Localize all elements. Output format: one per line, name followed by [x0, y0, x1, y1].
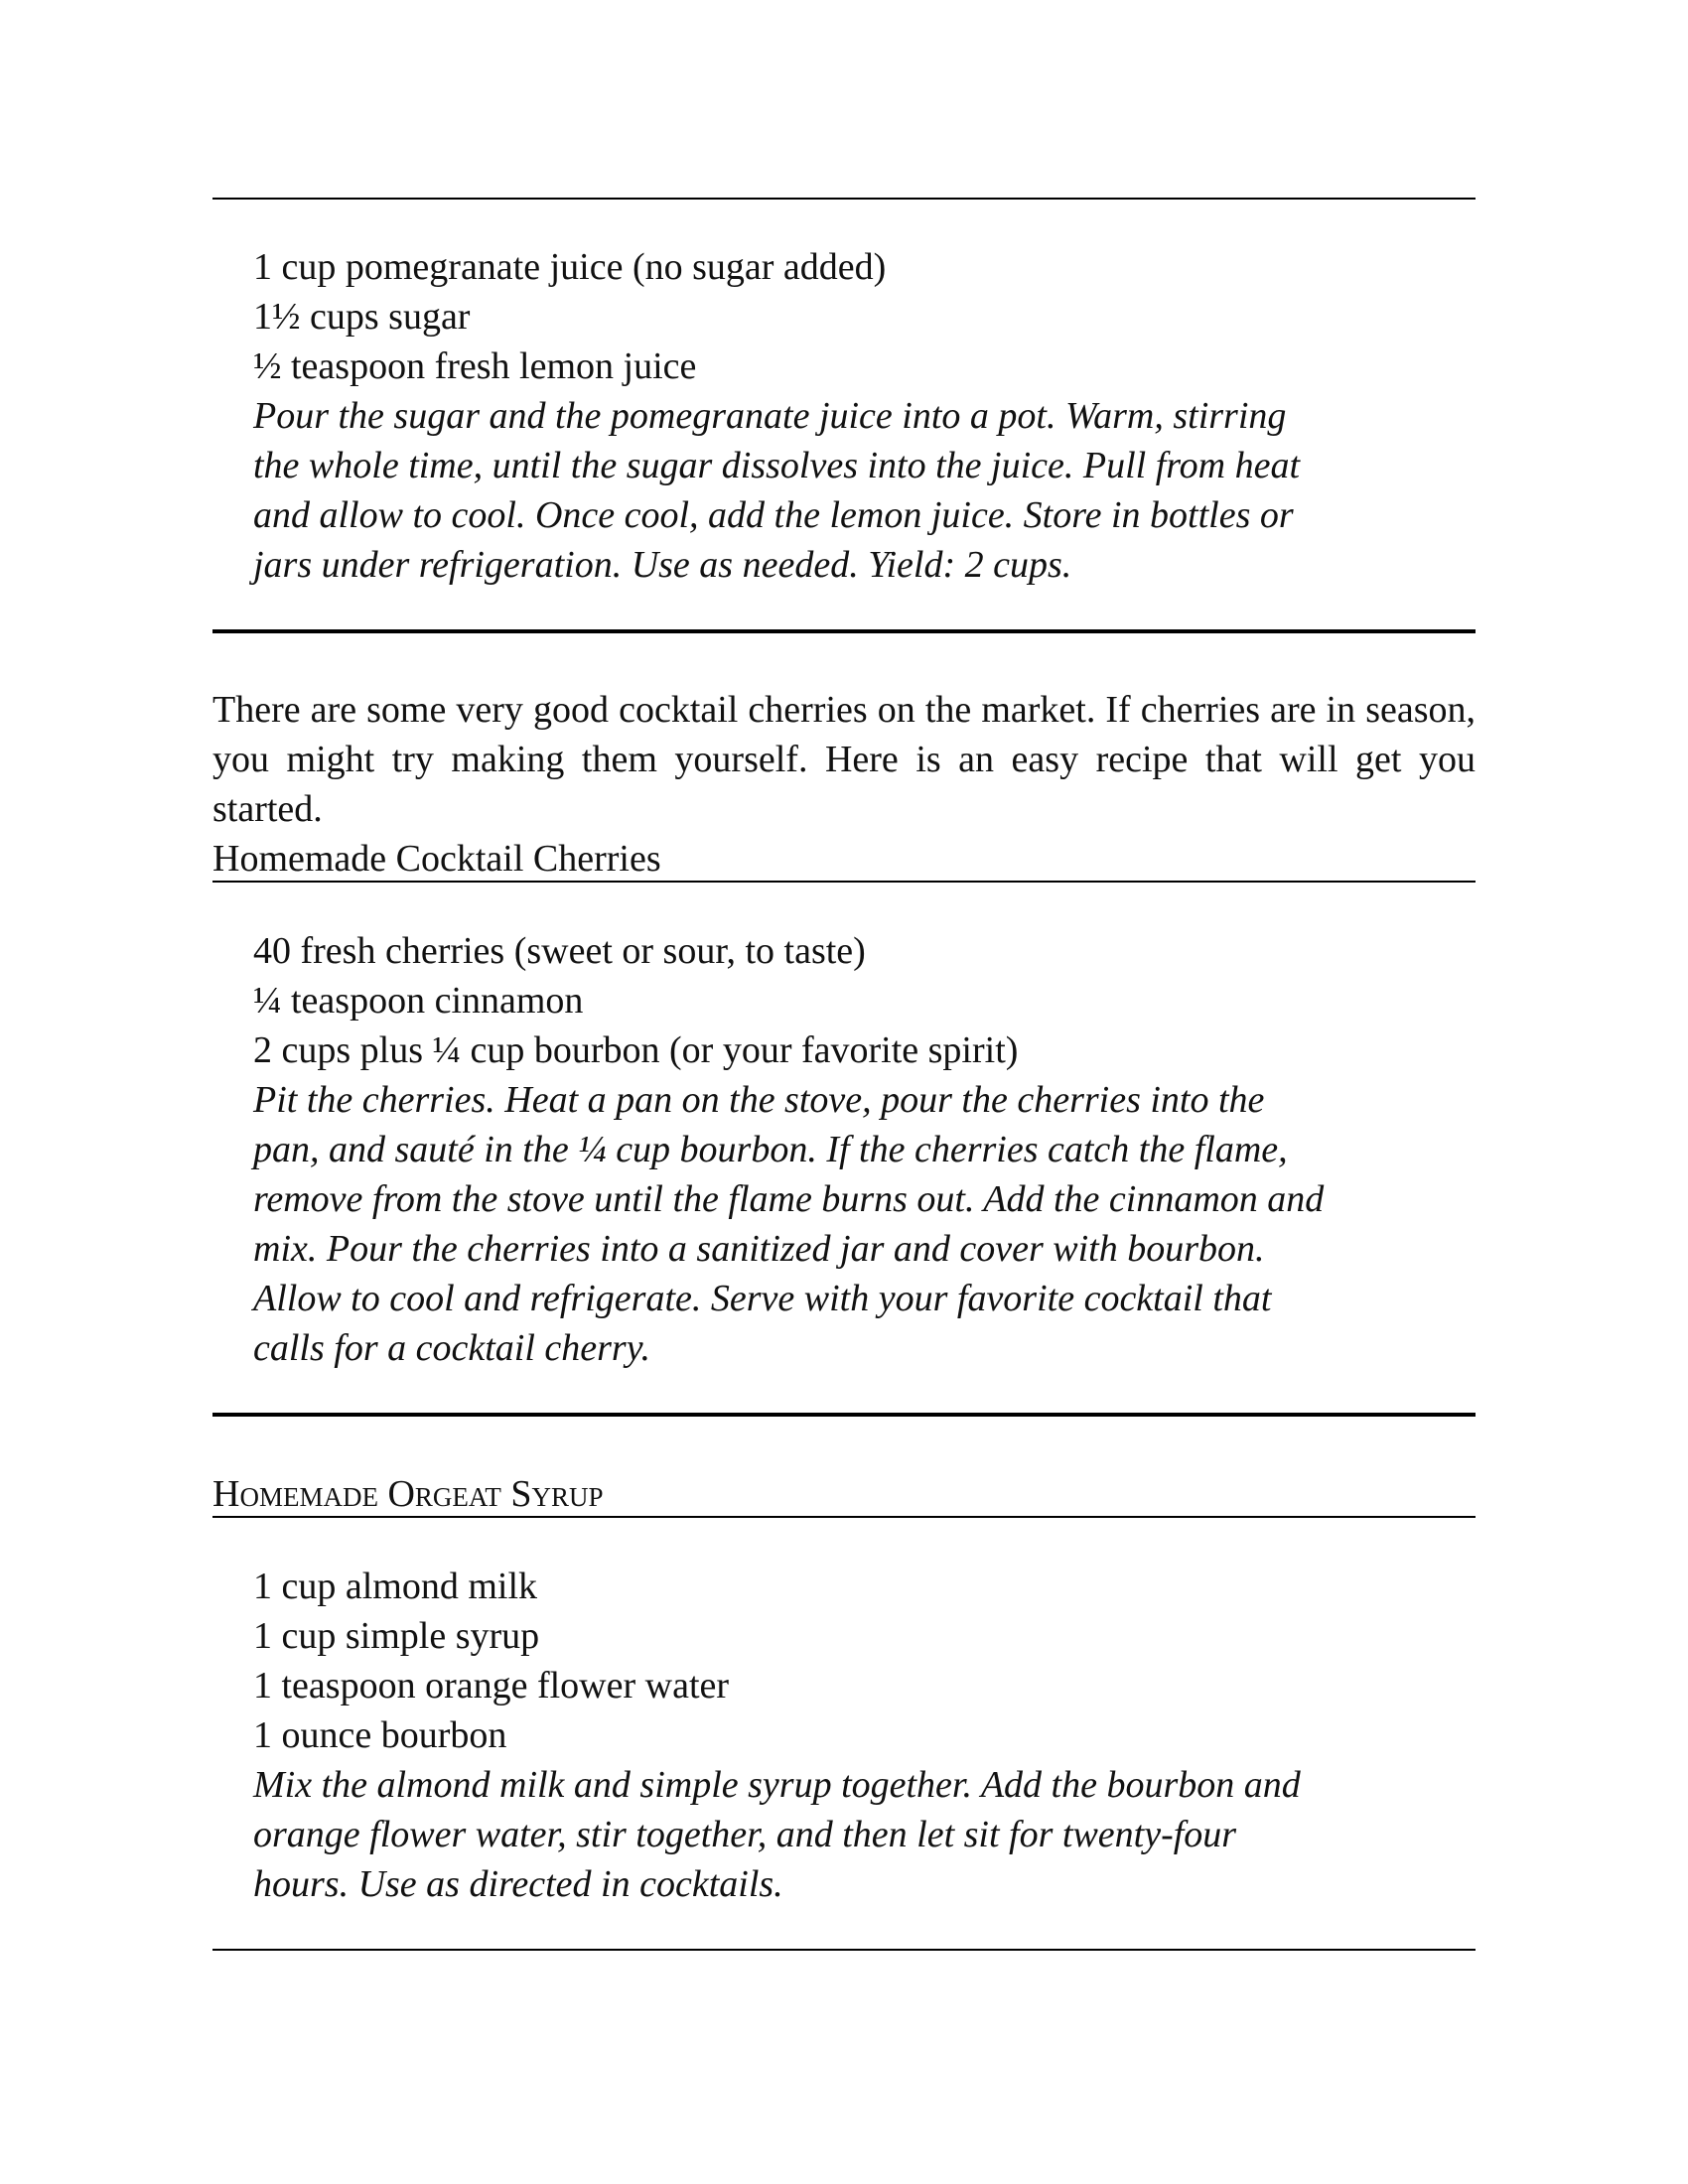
- grenadine-recipe: [253, 242, 1445, 590]
- intro-paragraph: There are some very good cocktail cherries on the market. If cherries are in season, you might try making them yourself. Here is an easy recipe that will get you started.: [212, 689, 1476, 830]
- orgeat-recipe: [253, 1562, 1445, 1909]
- ingredient-line: 2 cups plus ¼ cup bourbon (or your favorite spirit): [253, 1029, 1019, 1071]
- ingredient-line: 1 cup almond milk: [253, 1566, 538, 1607]
- ingredient-line: 1 cup simple syrup: [253, 1615, 540, 1657]
- instruction-line: Mix the almond milk and simple syrup together. Add the bourbon and: [253, 1764, 1301, 1806]
- instruction-line: remove from the stove until the flame burns out. Add the cinnamon and: [253, 1178, 1325, 1220]
- ingredient-line: ½ teaspoon fresh lemon juice: [253, 345, 697, 387]
- cherries-recipe: [253, 926, 1445, 1373]
- ingredient-line: 1 teaspoon orange flower water: [253, 1665, 730, 1706]
- instruction-line: pan, and sauté in the ¼ cup bourbon. If the cherries catch the flame,: [253, 1129, 1288, 1170]
- orgeat-title: Homemade Orgeat Syrup: [212, 1473, 604, 1515]
- section-bottom-rule: [212, 1949, 1476, 1951]
- instruction-line: jars under refrigeration. Use as needed. Yield: 2 cups.: [253, 544, 1072, 586]
- section-top-rule: [212, 198, 1476, 200]
- ingredient-line: 1 cup pomegranate juice (no sugar added): [253, 246, 887, 288]
- instruction-line: hours. Use as directed in cocktails.: [253, 1863, 783, 1905]
- instruction-line: calls for a cocktail cherry.: [253, 1327, 650, 1369]
- section-top-rule: [212, 1516, 1476, 1518]
- instruction-line: Allow to cool and refrigerate. Serve with your favorite cocktail that: [253, 1278, 1272, 1319]
- instruction-line: Pour the sugar and the pomegranate juice into a pot. Warm, stirring: [253, 395, 1287, 437]
- section-top-rule: [212, 881, 1476, 883]
- ingredient-line: 1 ounce bourbon: [253, 1714, 507, 1756]
- instruction-line: the whole time, until the sugar dissolves into the juice. Pull from heat: [253, 445, 1301, 486]
- ingredient-line: 1½ cups sugar: [253, 296, 471, 338]
- section-bottom-rule: [212, 629, 1476, 633]
- instruction-line: mix. Pour the cherries into a sanitized jar and cover with bourbon.: [253, 1228, 1265, 1270]
- ingredient-line: 40 fresh cherries (sweet or sour, to taste): [253, 930, 866, 972]
- cherries-title: Homemade Cocktail Cherries: [212, 838, 661, 880]
- instruction-line: Pit the cherries. Heat a pan on the stove, pour the cherries into the: [253, 1079, 1265, 1121]
- ingredient-line: ¼ teaspoon cinnamon: [253, 980, 584, 1022]
- section-bottom-rule: [212, 1413, 1476, 1417]
- instruction-line: orange flower water, stir together, and then let sit for twenty-four: [253, 1814, 1237, 1855]
- instruction-line: and allow to cool. Once cool, add the lemon juice. Store in bottles or: [253, 494, 1294, 536]
